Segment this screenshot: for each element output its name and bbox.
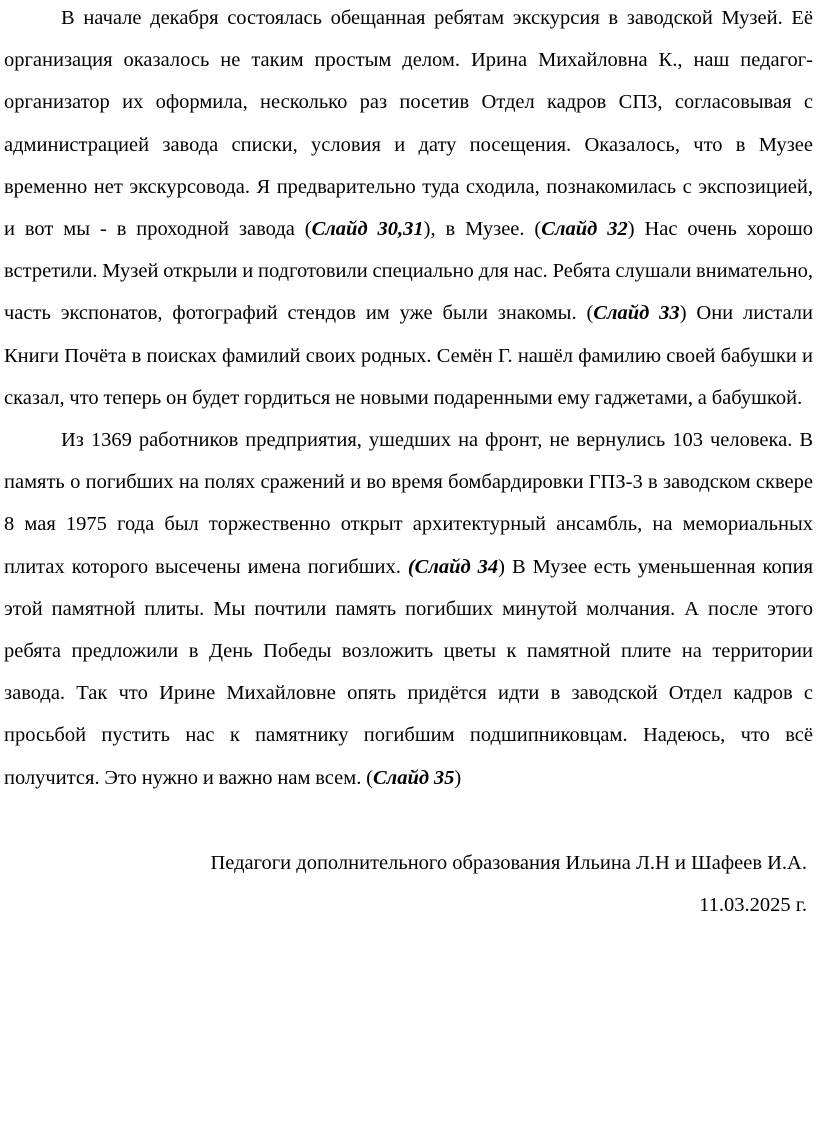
paragraph-text: ) Нас очень хорошо встретили. Музей открыли и подготовили специально для нас. Ребята слушали внимательно, часть экспонатов, фотографий стендов им уже были знакомы. ( — [4, 218, 813, 325]
slide-reference: Слайд 32 — [541, 218, 628, 241]
paragraph-text: ) В Музее есть уменьшенная копия этой памятной плиты. Мы почтили память погибших минутой молчания. А после этого ребята предложили в День Победы возложить цветы к памятной плите на территории завода. Так что Ирине Михайловне опять придётся идти в заводской Отдел кадров с просьбой пустить нас к памятнику погибшим подшипниковцам. Надеюсь, что всё получится. Это нужно и важно нам всем. ( — [4, 555, 814, 789]
slide-reference: Слайд 30,31 — [311, 218, 424, 241]
slide-reference: Слайд 35 — [373, 766, 455, 789]
slide-reference: (Слайд 34 — [407, 555, 499, 578]
paragraph-memorial — [4, 419, 813, 799]
signature-block — [4, 842, 813, 926]
paragraph-text: ) — [454, 766, 462, 789]
paragraph-text: ), в Музее. ( — [423, 218, 542, 241]
signature-date: 11.03.2025 г. — [699, 894, 807, 917]
paragraph-text: ) Они листали Книги Почёта в поисках фамилий своих родных. Семён Г. нашёл фамилию своей бабушки и сказал, что теперь он будет гордиться не новыми подаренными ему гаджетами, а бабушкой. — [4, 302, 813, 409]
paragraph-excursion — [4, 0, 813, 419]
signature-authors: Педагоги дополнительного образования Ильина Л.Н и Шафеев И.А. — [210, 851, 807, 874]
paragraph-text: Из 1369 работников предприятия, ушедших на фронт, не вернулись 103 человека. В память о погибших на полях сражений и во время бомбардировки ГПЗ-3 в заводском сквере 8 мая 1975 года был торжественно открыт архитектурный ансамбль, на мемориальных плитах которого высечены имена погибших. — [4, 429, 813, 578]
slide-reference: Слайд 33 — [593, 302, 680, 325]
paragraph-text: В начале декабря состоялась обещанная ребятам экскурсия в заводской Музей. Её организация оказалось не таким простым делом. Ирина Михайловна К., наш педагог-организатор их оформила, несколько раз посетив Отдел кадров СПЗ, согласовывая с администрацией завода списки, условия и дату посещения. Оказалось, что в Музее временно нет экскурсовода. Я предварительно туда сходила, познакомилась с экспозицией, и вот мы - в проходной завода ( — [4, 7, 813, 241]
